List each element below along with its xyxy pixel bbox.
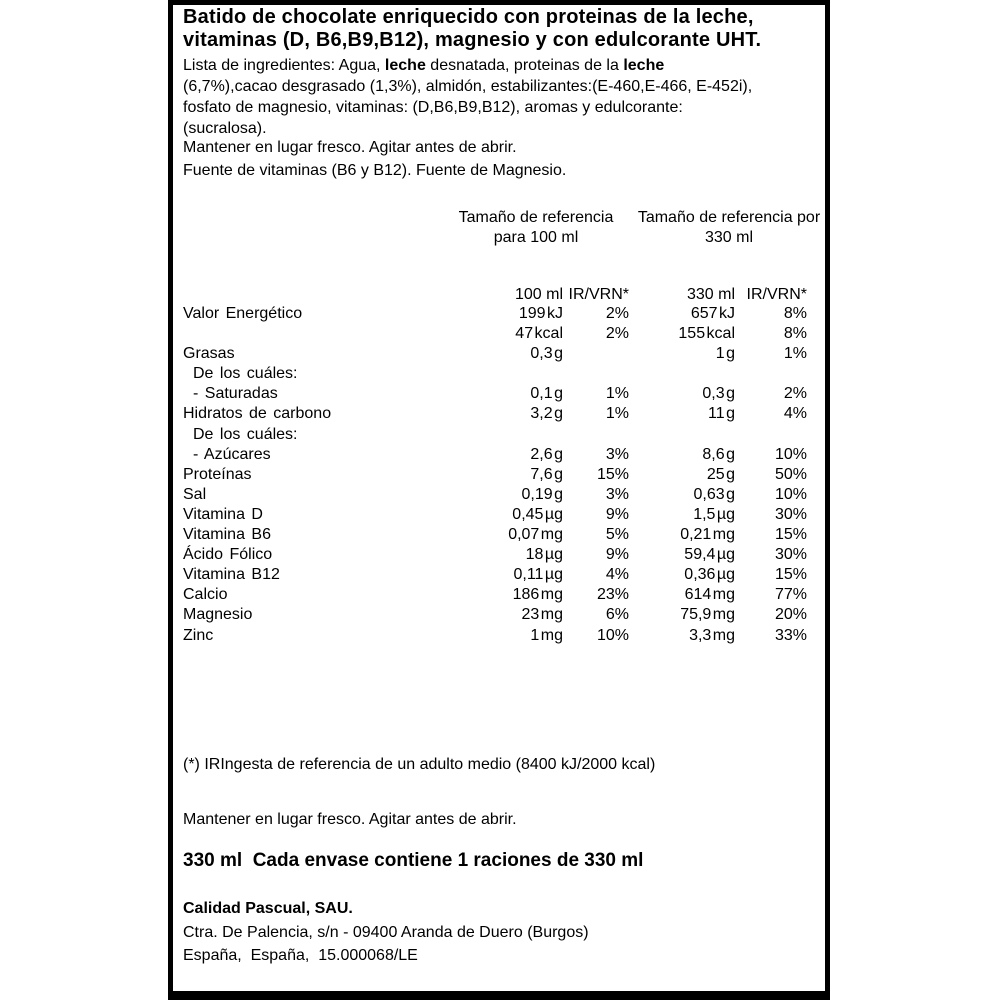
value-330ml: 1,5 µg	[693, 505, 735, 523]
percent-100ml: 23%	[596, 586, 629, 604]
percent-330ml: 77%	[774, 586, 807, 604]
group-header-100ml-line-2: para 100 ml	[493, 229, 579, 246]
table-row	[173, 586, 825, 606]
value-100ml: 0,19 g	[521, 485, 563, 503]
value-100ml: 18 µg	[525, 546, 563, 564]
table-row	[173, 305, 825, 325]
group-header-100ml-line-1: Tamaño de referencia	[458, 209, 614, 226]
value-100ml: 47 kcal	[515, 325, 563, 343]
percent-330ml: 8%	[783, 325, 807, 343]
table-row	[173, 385, 825, 405]
nutrient-label: De los cuáles:	[193, 365, 298, 383]
percent-100ml: 5%	[605, 526, 629, 544]
value-330ml: 1 g	[715, 345, 735, 363]
reference-intake-footnote: (*) IRIngesta de referencia de un adulto medio (8400 kJ/2000 kcal)	[183, 756, 656, 773]
manufacturer-address: Ctra. De Palencia, s/n - 09400 Aranda de Duero (Burgos)	[183, 923, 589, 941]
percent-100ml: 15%	[596, 465, 629, 483]
table-row	[173, 446, 825, 466]
percent-330ml: 2%	[783, 385, 807, 403]
percent-100ml: 2%	[605, 305, 629, 322]
value-100ml: 199 kJ	[518, 305, 563, 322]
ingredients-line: fosfato de magnesio, vitaminas: (D,B6,B9,B12), aromas y edulcorante:	[183, 99, 683, 116]
percent-330ml: 15%	[774, 566, 807, 584]
percent-330ml: 4%	[783, 405, 807, 423]
nutrient-label: Ácido Fólico	[183, 546, 273, 564]
value-100ml: 0,11 µg	[513, 566, 563, 584]
value-100ml: 2,6 g	[530, 445, 563, 463]
table-group-header-330ml	[623, 208, 835, 248]
nutrient-label: Zinc	[183, 626, 214, 644]
table-row	[173, 466, 825, 486]
percent-100ml: 9%	[605, 505, 629, 523]
column-header-irvrn-1: IR/VRN*	[568, 286, 629, 303]
value-330ml: 59,4 µg	[684, 546, 735, 564]
product-title	[183, 6, 761, 52]
nutrient-label: Valor Energético	[183, 305, 303, 322]
percent-330ml: 30%	[774, 546, 807, 564]
value-100ml: 1 mg	[530, 626, 563, 644]
value-100ml: 0,07 mg	[508, 526, 563, 544]
storage-note-top: Mantener en lugar fresco. Agitar antes de abrir.	[183, 139, 517, 156]
percent-330ml: 33%	[774, 626, 807, 644]
percent-100ml: 9%	[605, 546, 629, 564]
nutrient-label: Vitamina D	[183, 505, 263, 523]
value-100ml: 0,3 g	[530, 345, 563, 363]
ingredients-line: (6,7%),cacao desgrasado (1,3%), almidón, estabilizantes:(E-460,E-466, E-452i),	[183, 78, 753, 95]
nutrient-label: Magnesio	[183, 606, 253, 624]
percent-330ml: 10%	[774, 485, 807, 503]
vitamin-source-note: Fuente de vitaminas (B6 y B12). Fuente de Magnesio.	[183, 162, 567, 179]
ingredients-line: Lista de ingredientes: Agua, leche desnatada, proteinas de la leche	[183, 57, 665, 74]
table-row	[173, 486, 825, 506]
value-330ml: 75,9 mg	[680, 606, 735, 624]
value-330ml: 0,63 g	[693, 485, 735, 503]
value-100ml: 0,45 µg	[512, 505, 563, 523]
serving-statement: 330 ml Cada envase contiene 1 raciones de 330 ml	[183, 850, 644, 871]
storage-note-bottom: Mantener en lugar fresco. Agitar antes de abrir.	[183, 811, 517, 828]
column-header-100ml: 100 ml	[514, 286, 563, 303]
percent-100ml: 3%	[605, 485, 629, 503]
value-330ml: 657 kJ	[690, 305, 735, 322]
manufacturer-country-registry: España, España, 15.000068/LE	[183, 947, 418, 964]
percent-100ml: 1%	[605, 385, 629, 403]
nutrient-label: Proteínas	[183, 465, 252, 483]
percent-100ml: 2%	[605, 325, 629, 343]
value-330ml: 25 g	[706, 465, 735, 483]
value-330ml: 8,6 g	[702, 445, 735, 463]
table-row	[173, 627, 825, 647]
table-row	[173, 325, 825, 345]
manufacturer-name: Calidad Pascual, SAU.	[183, 900, 353, 917]
table-row	[173, 606, 825, 626]
nutrient-label: Hidratos de carbono	[183, 405, 332, 423]
percent-330ml: 10%	[774, 445, 807, 463]
nutrient-label: - Azúcares	[193, 445, 271, 463]
product-title-line-1: Batido de chocolate enriquecido con proteinas de la leche,	[183, 6, 754, 28]
table-row	[173, 526, 825, 546]
percent-100ml: 6%	[605, 606, 629, 624]
percent-100ml: 1%	[605, 405, 629, 423]
table-row	[173, 506, 825, 526]
value-100ml: 23 mg	[521, 606, 563, 624]
value-330ml: 3,3 mg	[689, 626, 735, 644]
percent-330ml: 20%	[774, 606, 807, 624]
table-row	[173, 426, 825, 446]
value-330ml: 0,21 mg	[680, 526, 735, 544]
nutrient-label: Sal	[183, 485, 207, 503]
percent-330ml: 50%	[774, 465, 807, 483]
value-330ml: 155 kcal	[678, 325, 735, 343]
value-330ml: 0,36 µg	[684, 566, 735, 584]
value-330ml: 0,3 g	[702, 385, 735, 403]
table-row	[173, 365, 825, 385]
table-row	[173, 566, 825, 586]
table-row	[173, 546, 825, 566]
column-header-irvrn-2: IR/VRN*	[746, 286, 807, 303]
percent-330ml: 15%	[774, 526, 807, 544]
table-column-headers	[173, 286, 825, 304]
value-330ml: 614 mg	[684, 586, 735, 604]
percent-330ml: 8%	[783, 305, 807, 322]
nutrition-table-rows	[173, 305, 825, 647]
nutrient-label: De los cuáles:	[193, 425, 298, 443]
nutrient-label: Vitamina B12	[183, 566, 280, 584]
group-header-330ml-line-1: Tamaño de referencia por	[637, 209, 821, 226]
table-group-header-100ml	[441, 208, 631, 248]
value-100ml: 186 mg	[512, 586, 563, 604]
value-330ml: 11 g	[708, 405, 735, 423]
product-title-line-2: vitaminas (D, B6,B9,B12), magnesio y con edulcorante UHT.	[183, 29, 762, 51]
ingredients-list	[183, 55, 752, 139]
column-header-330ml: 330 ml	[686, 286, 735, 303]
nutrient-label: Calcio	[183, 586, 228, 604]
percent-100ml: 4%	[605, 566, 629, 584]
value-100ml: 3,2 g	[530, 405, 563, 423]
nutrient-label: - Saturadas	[193, 385, 278, 403]
nutrient-label: Vitamina B6	[183, 526, 271, 544]
percent-100ml: 3%	[605, 445, 629, 463]
value-100ml: 0,1 g	[530, 385, 563, 403]
ingredients-line: (sucralosa).	[183, 120, 267, 137]
table-row	[173, 345, 825, 365]
manufacturer-block	[183, 897, 589, 968]
nutrient-label: Grasas	[183, 345, 235, 363]
nutrition-label	[168, 0, 830, 1000]
percent-330ml: 1%	[783, 345, 807, 363]
percent-330ml: 30%	[774, 505, 807, 523]
group-header-330ml-line-2: 330 ml	[704, 229, 754, 246]
table-row	[173, 405, 825, 425]
value-100ml: 7,6 g	[530, 465, 563, 483]
percent-100ml: 10%	[596, 626, 629, 644]
